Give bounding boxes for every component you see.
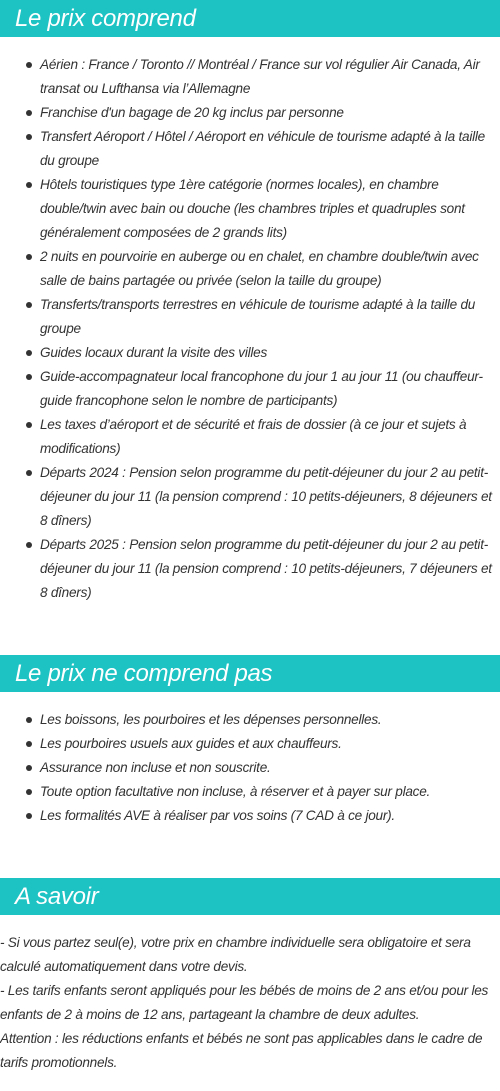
list-item: Les pourboires usuels aux guides et aux chauffeurs.	[40, 732, 496, 756]
list-item: 2 nuits en pourvoirie en auberge ou en chalet, en chambre double/twin avec salle de bains partagée ou privée (selon la taille du groupe)	[40, 245, 496, 293]
section-header-price-excludes: Le prix ne comprend pas	[0, 655, 500, 692]
list-item: Toute option facultative non incluse, à réserver et à payer sur place.	[40, 780, 496, 804]
list-item: Guide-accompagnateur local francophone du jour 1 au jour 11 (ou chauffeur-guide francophone selon le nombre de participants)	[40, 365, 496, 413]
info-paragraph: Attention : les réductions enfants et bébés ne sont pas applicables dans le cadre de tarifs promotionnels.	[0, 1031, 483, 1070]
section-header-good-to-know: A savoir	[0, 878, 500, 915]
info-paragraph: - Les tarifs enfants seront appliqués pour les bébés de moins de 2 ans et/ou pour les enfants de 2 à moins de 12 ans, partageant la chambre de deux adultes.	[0, 983, 489, 1022]
list-item: Départs 2025 : Pension selon programme du petit-déjeuner du jour 2 au petit-déjeuner du jour 11 (la pension comprend : 10 petits-déjeuners, 7 déjeuners et 8 dîners)	[40, 533, 496, 605]
section-header-price-includes: Le prix comprend	[0, 0, 500, 37]
list-item: Guides locaux durant la visite des villes	[40, 341, 496, 365]
list-item: Franchise d'un bagage de 20 kg inclus par personne	[40, 101, 496, 125]
list-item: Transferts/transports terrestres en véhicule de tourisme adapté à la taille du groupe	[40, 293, 496, 341]
list-item: Les taxes d’aéroport et de sécurité et frais de dossier (à ce jour et sujets à modifications)	[40, 413, 496, 461]
price-includes-list	[0, 53, 500, 605]
list-item: Aérien : France / Toronto // Montréal / France sur vol régulier Air Canada, Air transat ou Lufthansa via l’Allemagne	[40, 53, 496, 101]
list-item: Hôtels touristiques type 1ère catégorie (normes locales), en chambre double/twin avec bain ou douche (les chambres triples et quadruples sont généralement composées de 2 grands lits)	[40, 173, 496, 245]
list-item: Les formalités AVE à réaliser par vos soins (7 CAD à ce jour).	[40, 804, 496, 828]
list-item: Assurance non incluse et non souscrite.	[40, 756, 496, 780]
list-item: Départs 2024 : Pension selon programme du petit-déjeuner du jour 2 au petit-déjeuner du jour 11 (la pension comprend : 10 petits-déjeuners, 8 déjeuners et 8 dîners)	[40, 461, 496, 533]
info-paragraph: - Si vous partez seul(e), votre prix en chambre individuelle sera obligatoire et sera calculé automatiquement dans votre devis.	[0, 935, 471, 974]
list-item: Les boissons, les pourboires et les dépenses personnelles.	[40, 708, 496, 732]
list-item: Transfert Aéroport / Hôtel / Aéroport en véhicule de tourisme adapté à la taille du groupe	[40, 125, 496, 173]
good-to-know-text	[0, 931, 500, 1075]
price-excludes-list	[0, 708, 500, 828]
